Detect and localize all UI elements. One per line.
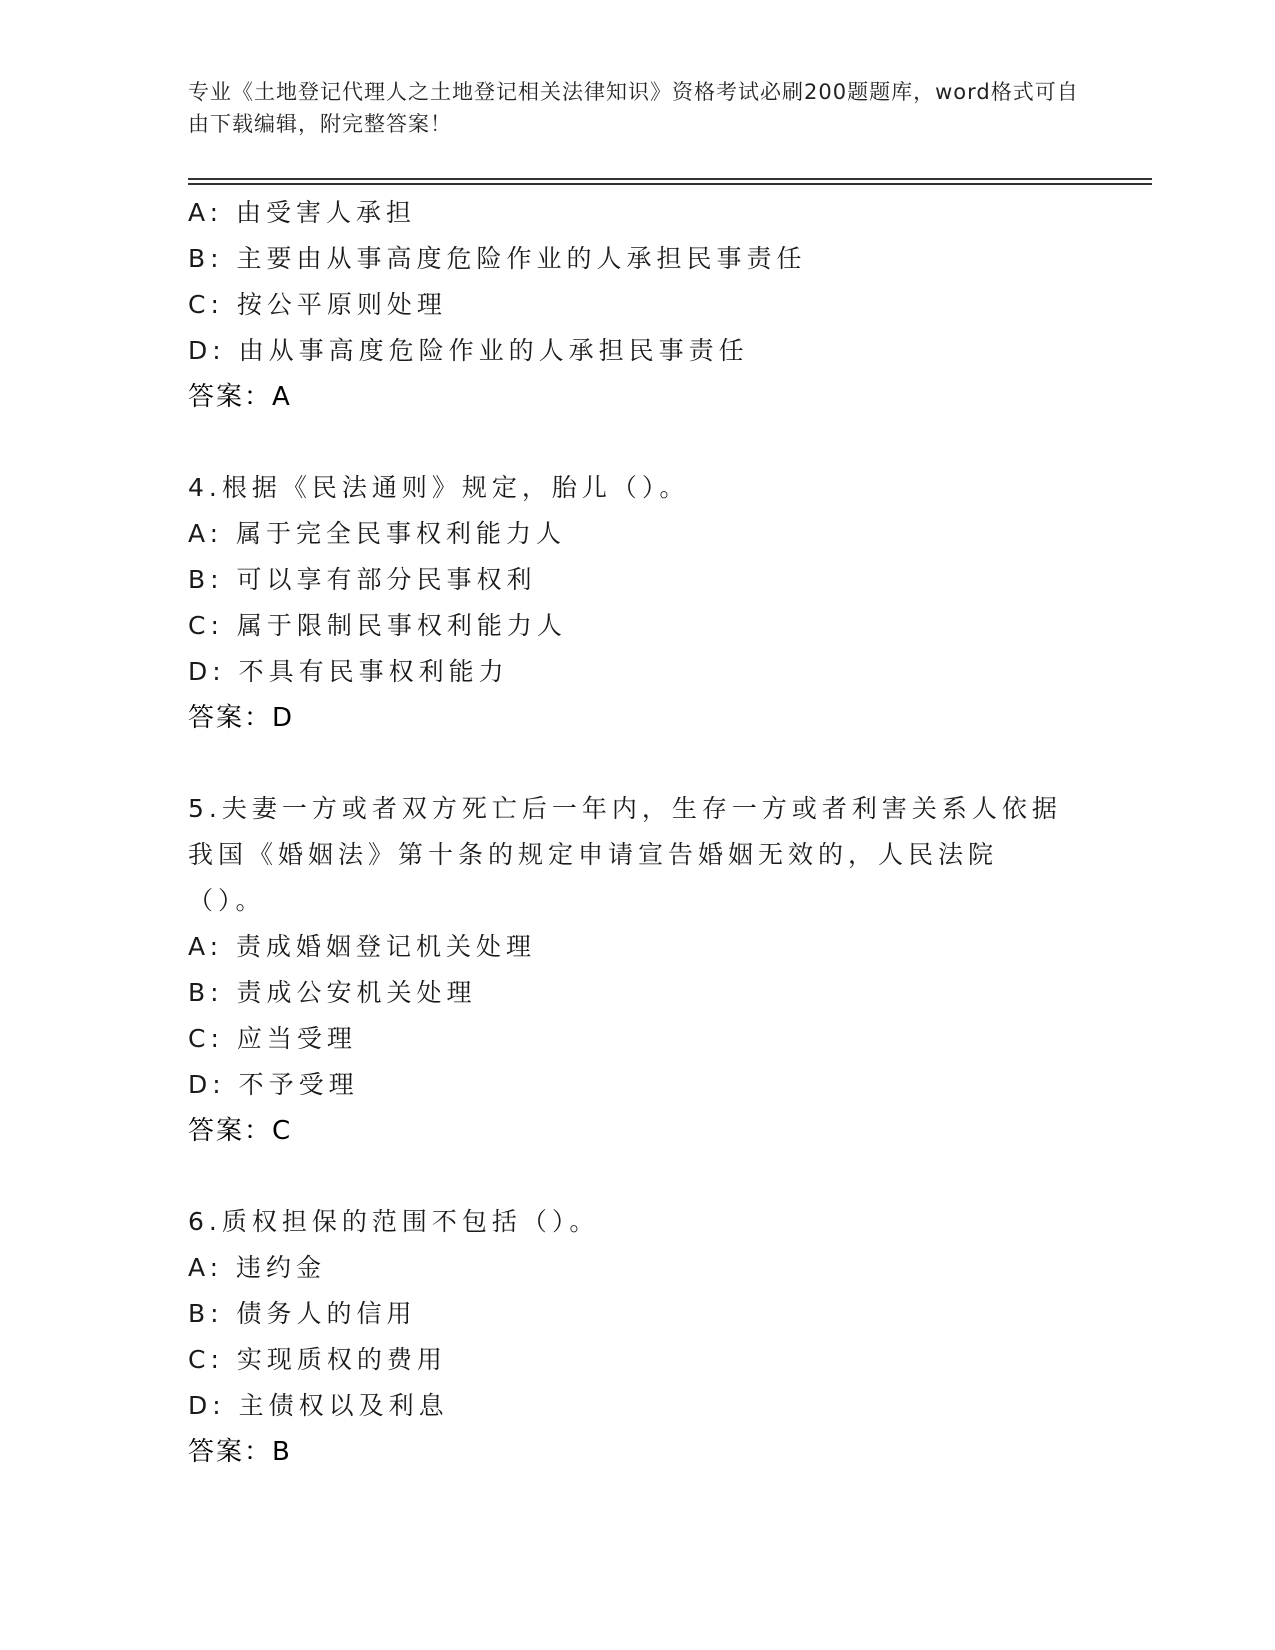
option-c: C: 属于限制民事权利能力人 [188,611,567,640]
question-stem: 5.夫妻一方或者双方死亡后一年内，生存一方或者利害关系人依据我国《婚姻法》第十条的规定申请宣告婚姻无效的，人民法院（）。 [188,794,1062,915]
question-6 [188,1199,1148,1475]
question-list [188,190,1148,1475]
answer-line: 答案：A [188,382,292,412]
document-header: 专业《土地登记代理人之土地登记相关法律知识》资格考试必刷200题题库，word格式可自由下载编辑，附完整答案！ [188,80,1079,136]
option-b: B: 主要由从事高度危险作业的人承担民事责任 [188,244,807,273]
option-c: C: 按公平原则处理 [188,290,447,319]
question-stem: 6.质权担保的范围不包括（）。 [188,1207,600,1236]
option-c: C: 实现质权的费用 [188,1345,447,1374]
option-a: A: 属于完全民事权利能力人 [188,519,567,548]
option-a: A: 由受害人承担 [188,198,417,227]
answer-line: 答案：D [188,703,295,733]
header-rule-top [188,178,1152,180]
answer-line: 答案：B [188,1437,292,1467]
spacer [188,1154,1148,1199]
question-stem: 4.根据《民法通则》规定，胎儿（）。 [188,473,690,502]
spacer [188,741,1148,786]
option-c: C: 应当受理 [188,1024,357,1053]
answer-line: 答案：C [188,1116,293,1146]
option-a: A: 违约金 [188,1253,327,1282]
spacer [188,420,1148,465]
option-d: D: 由从事高度危险作业的人承担民事责任 [188,336,749,365]
option-b: B: 可以享有部分民事权利 [188,565,537,594]
question-5 [188,786,1148,1154]
question-4 [188,465,1148,741]
option-b: B: 责成公安机关处理 [188,978,477,1007]
option-b: B: 债务人的信用 [188,1299,417,1328]
header-rule-bottom [188,183,1152,185]
option-a: A: 责成婚姻登记机关处理 [188,932,537,961]
question-3 [188,190,1148,420]
option-d: D: 不具有民事权利能力 [188,657,509,686]
option-d: D: 主债权以及利息 [188,1391,449,1420]
option-d: D: 不予受理 [188,1070,359,1099]
